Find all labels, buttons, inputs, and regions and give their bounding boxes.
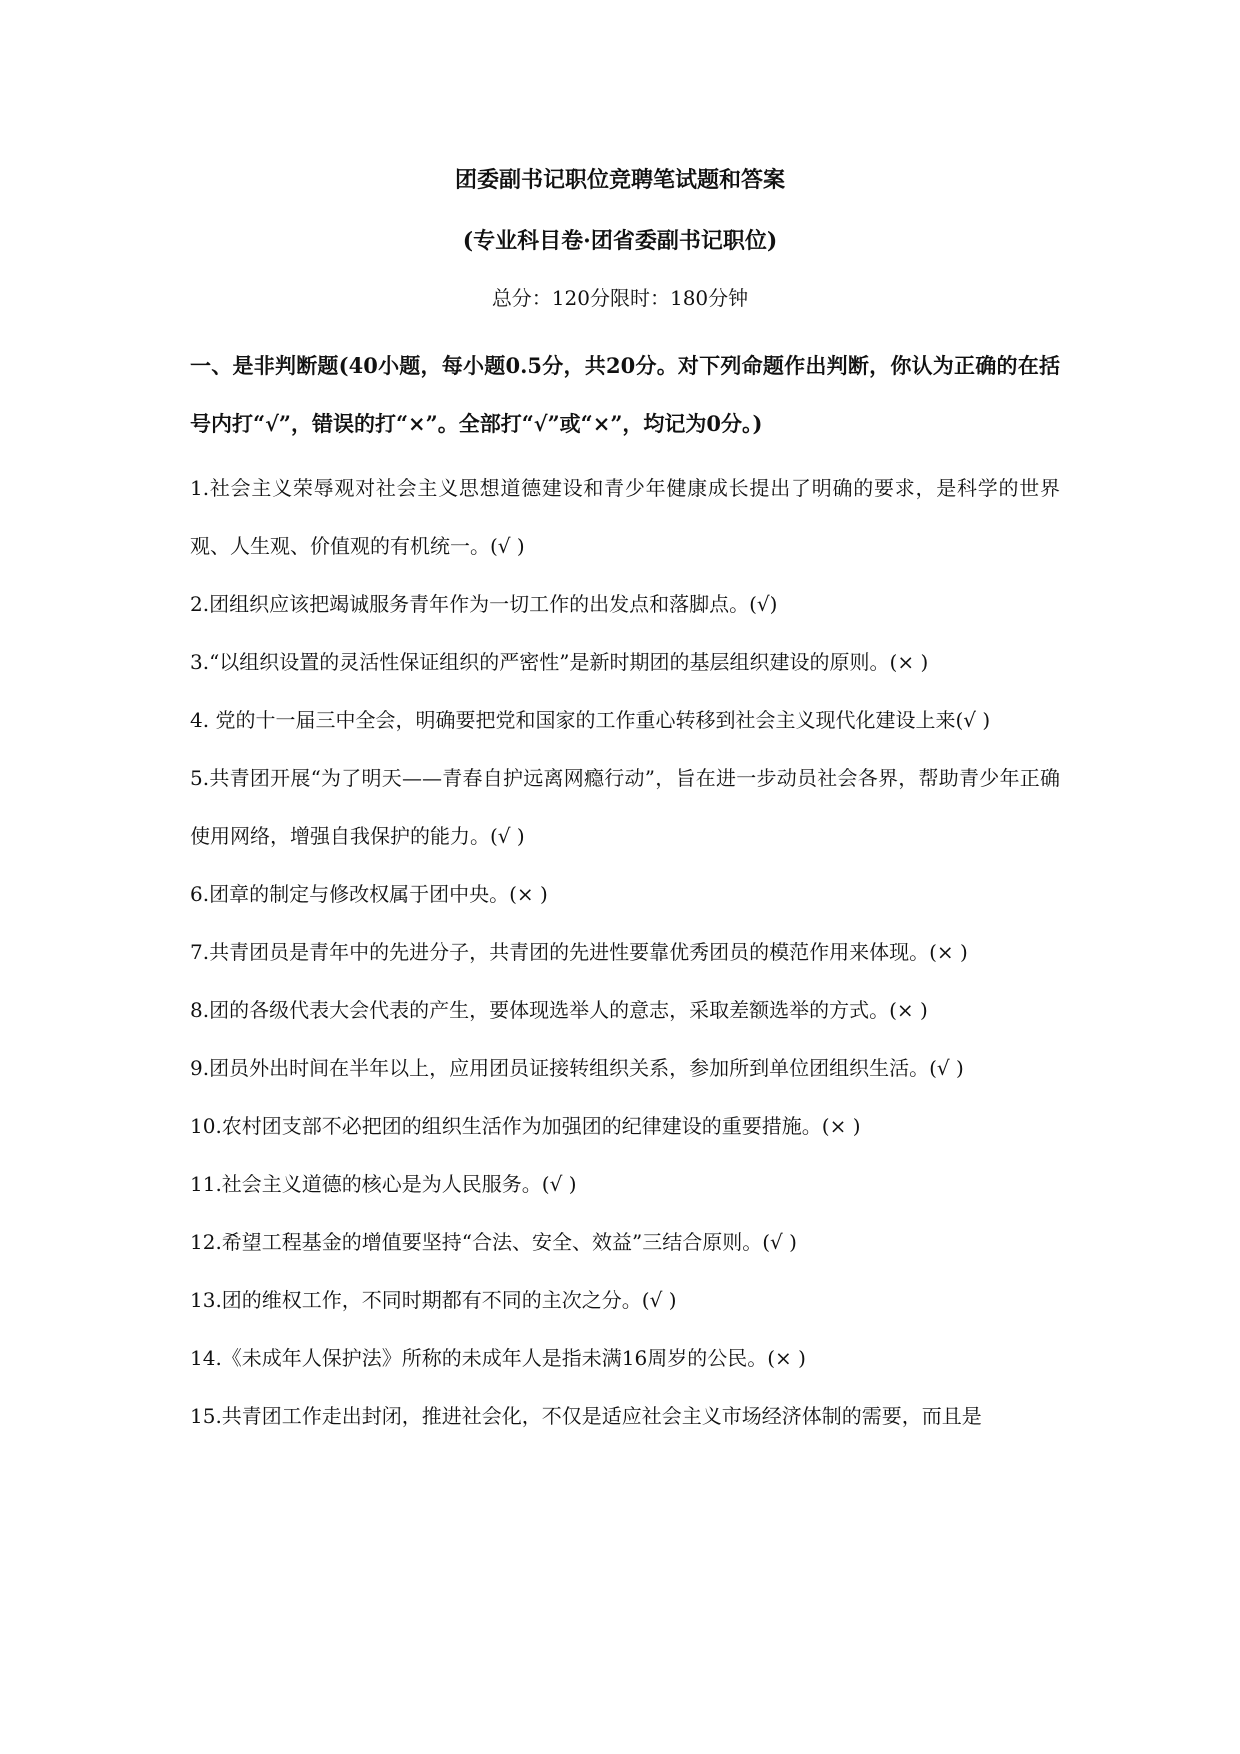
question-item: 5.共青团开展“为了明天——青春自护远离网瘾行动”，旨在进一步动员社会各界，帮助青少年正确使用网络，增强自我保护的能力。(√ ) [190, 766, 1060, 848]
question-item: 1.社会主义荣辱观对社会主义思想道德建设和青少年健康成长提出了明确的要求，是科学的世界观、人生观、价值观的有机统一。(√ ) [190, 476, 1060, 558]
section-heading-true-false: 一、是非判断题(40小题，每小题0.5分，共20分。对下列命题作出判断，你认为正确的在括号内打“√”，错误的打“×”。全部打“√”或“×”，均记为0分。) [190, 353, 1060, 436]
question-item: 15.共青团工作走出封闭，推进社会化，不仅是适应社会主义市场经济体制的需要，而且是 [190, 1404, 982, 1428]
question-item: 14.《未成年人保护法》所称的未成年人是指未满16周岁的公民。(× ) [190, 1346, 806, 1370]
question-item: 6.团章的制定与修改权属于团中央。(× ) [190, 882, 548, 906]
document-subtitle: (专业科目卷·团省委副书记职位) [462, 228, 778, 254]
question-item: 8.团的各级代表大会代表的产生，要体现选举人的意志，采取差额选举的方式。(× ) [190, 998, 928, 1022]
question-item: 7.共青团员是青年中的先进分子，共青团的先进性要靠优秀团员的模范作用来体现。(× ) [190, 940, 968, 964]
question-item: 2.团组织应该把竭诚服务青年作为一切工作的出发点和落脚点。(√) [190, 592, 778, 616]
score-time-info: 总分：120分限时：180分钟 [491, 286, 749, 310]
question-list [190, 459, 1060, 1445]
question-item: 3.“以组织设置的灵活性保证组织的严密性”是新时期团的基层组织建设的原则。(× ) [190, 650, 929, 674]
question-item: 4. 党的十一届三中全会，明确要把党和国家的工作重心转移到社会主义现代化建设上来(√ ) [190, 708, 991, 732]
question-item: 12.希望工程基金的增值要坚持“合法、安全、效益”三结合原则。(√ ) [190, 1230, 797, 1254]
question-item: 11.社会主义道德的核心是为人民服务。(√ ) [190, 1172, 577, 1196]
question-item: 9.团员外出时间在半年以上，应用团员证接转组织关系，参加所到单位团组织生活。(√ ) [190, 1056, 964, 1080]
document-title: 团委副书记职位竞聘笔试题和答案 [454, 167, 785, 193]
question-item: 10.农村团支部不必把团的组织生活作为加强团的纪律建设的重要措施。(× ) [190, 1114, 861, 1138]
question-item: 13.团的维权工作，不同时期都有不同的主次之分。(√ ) [190, 1288, 677, 1312]
